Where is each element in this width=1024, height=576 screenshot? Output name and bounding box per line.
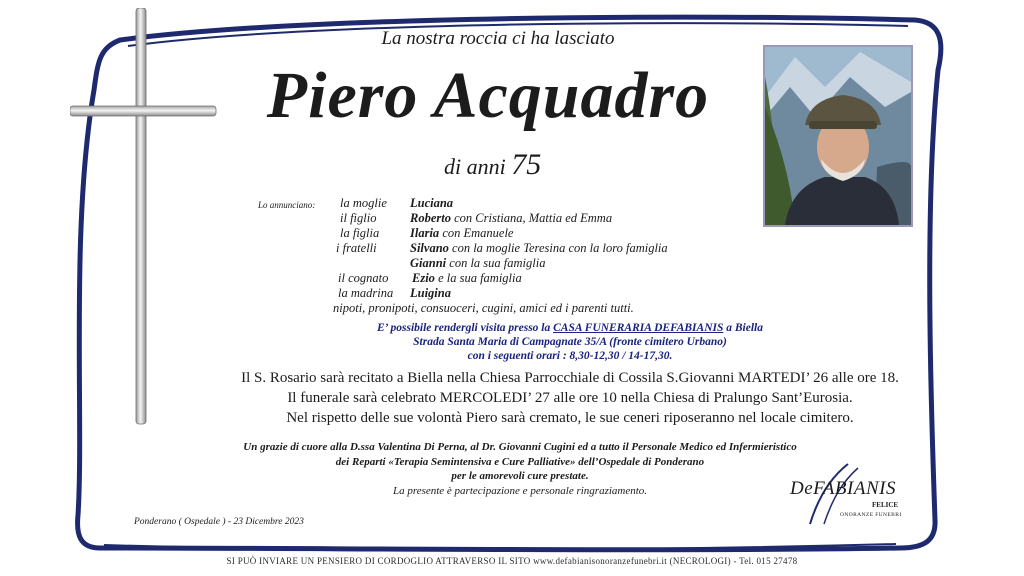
- announcement-names: [412, 271, 522, 286]
- thanks-note: [190, 440, 850, 498]
- footer-note: SI PUÒ INVIARE UN PENSIERO DI CORDOGLIO ATTRAVERSO IL SITO www.defabianisonoranzefunebri.it (NECROLOGI) - Tel. 015 27478: [226, 556, 798, 566]
- names: Roberto: [410, 211, 451, 225]
- announcement-row: [340, 196, 387, 211]
- announcement-names: [410, 226, 513, 241]
- names-rest: con la moglie Teresina con la loro famiglia: [448, 241, 668, 255]
- thanks-line-1: Un grazie di cuore alla D.ssa Valentina Di Perna, al Dr. Giovanni Cugini ed a tutto il Personale Medico ed Infermieristico: [243, 441, 797, 453]
- announcement-row: [340, 226, 379, 241]
- logo-brand: DeFABIANIS: [790, 478, 896, 499]
- names: Silvano: [410, 241, 449, 255]
- names: Ilaria: [410, 226, 440, 240]
- visit-line-1: [290, 321, 850, 335]
- names: Ezio: [412, 271, 435, 285]
- place-date: Ponderano ( Ospedale ) - 23 Dicembre 2023: [134, 517, 304, 527]
- ceremony-line-1: Il S. Rosario sarà recitato a Biella nella Chiesa Parrocchiale di Cossila S.Giovanni MARTEDI’ 26 alle ore 18.: [241, 370, 899, 386]
- announcement-names: [410, 196, 453, 211]
- visit-line-2: Strada Santa Maria di Campagnate 35/A (fronte cimitero Urbano): [413, 336, 727, 348]
- ceremony-line-3: Nel rispetto delle sue volontà Piero sarà cremato, le sue ceneri riposeranno nel locale cimitero.: [286, 410, 854, 426]
- logo-sub: FELICE: [872, 501, 899, 509]
- deceased-age: [444, 148, 541, 182]
- funeral-home-link: CASA FUNERARIA DEFABIANIS: [553, 322, 724, 334]
- ceremony-line-2: Il funerale sarà celebrato MERCOLEDI’ 27 alle ore 10 nella Chiesa di Pralungo Sant’Eurosia.: [287, 390, 853, 406]
- visit-text: E’ possibile rendergli visita presso la: [377, 322, 554, 334]
- names: Luigina: [410, 286, 451, 300]
- names: Luciana: [410, 196, 454, 210]
- age-value: 75: [511, 148, 542, 181]
- thanks-line-4: La presente è partecipazione e personale ringraziamento.: [392, 484, 648, 497]
- visit-line-3: con i seguenti orari : 8,30-12,30 / 14-17,30.: [467, 350, 673, 362]
- announcement-row: [338, 271, 388, 286]
- names-rest: con la sua famiglia: [446, 256, 546, 270]
- relation: il figlio: [340, 211, 377, 225]
- logo-tagline: ONORANZE FUNEBRI: [840, 512, 902, 518]
- portrait-photo: [763, 45, 913, 227]
- thanks-line-3: per le amorevoli cure prestate.: [451, 470, 589, 482]
- relation: il cognato: [338, 271, 389, 285]
- announcement-closing: nipoti, pronipoti, consuoceri, cugini, amici ed i parenti tutti.: [333, 301, 634, 315]
- announcement-names: [410, 241, 668, 256]
- relation: la figlia: [340, 226, 380, 240]
- names: Gianni: [410, 256, 447, 270]
- age-prefix: di anni: [444, 154, 506, 179]
- announcement-row: [336, 241, 377, 256]
- names-rest: e la sua famiglia: [434, 271, 522, 285]
- announcement-names: [410, 256, 545, 271]
- announcement-row: [340, 211, 376, 226]
- names-rest: con Cristiana, Mattia ed Emma: [450, 211, 613, 225]
- relation: la madrina: [338, 286, 394, 300]
- visit-info: [290, 321, 850, 363]
- announcement-row: [338, 286, 393, 301]
- cross-icon: [70, 8, 220, 428]
- thanks-line-2: dei Reparti «Terapia Semintensiva e Cure Palliative» dell’Ospedale di Ponderano: [335, 455, 705, 468]
- headline: La nostra roccia ci ha lasciato: [381, 28, 615, 49]
- announcement-names: [410, 286, 451, 301]
- deceased-name: Piero Acquadro: [266, 59, 710, 132]
- ceremony-info: [150, 368, 990, 428]
- announcement-names: [410, 211, 612, 226]
- visit-text: a Biella: [723, 322, 763, 334]
- defabianis-logo: [788, 458, 918, 528]
- announcement-lead: Lo annunciano:: [258, 200, 316, 210]
- names-rest: con Emanuele: [439, 226, 514, 240]
- relation: i fratelli: [336, 241, 377, 255]
- relation: la moglie: [340, 196, 387, 210]
